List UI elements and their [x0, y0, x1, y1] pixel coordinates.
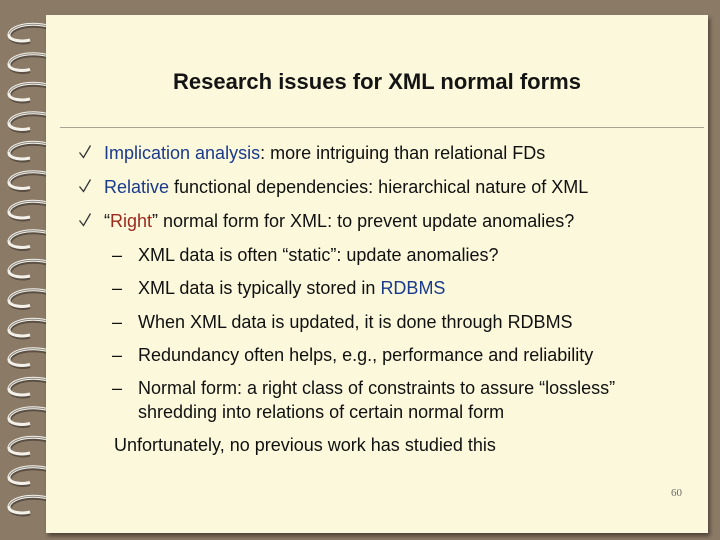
sub-bullet-dash: –: [112, 312, 123, 332]
sub-bullet-dash: –: [112, 378, 123, 398]
sub-bullet-text: When XML data is updated, it is done through RDBMS: [138, 312, 573, 332]
bullet-rest: ” normal form for XML: to prevent update anomalies?: [152, 211, 575, 231]
bullet-keyword: Relative: [104, 177, 170, 197]
sub-bullet-keyword: RDBMS: [380, 278, 446, 298]
sub-bullet-text: [138, 276, 445, 300]
sub-bullet-dash: –: [112, 245, 123, 265]
sub-bullet-text: XML data is often “static”: update anomalies?: [138, 245, 499, 265]
check-icon: [78, 211, 92, 229]
check-icon: [78, 177, 92, 195]
bullet-text: [104, 177, 588, 198]
bullet-rest: : more intriguing than relational FDs: [260, 143, 546, 163]
sub-bullet-text: Redundancy often helps, e.g., performance and reliability: [138, 345, 594, 365]
sub-bullet-dash: –: [112, 345, 123, 365]
page-number: 60: [671, 487, 682, 499]
page-title: Research issues for XML normal forms: [173, 69, 581, 94]
bullet-text: [104, 211, 574, 232]
bullet-text: [104, 143, 545, 164]
slide-page: [46, 15, 708, 533]
bullet-open-quote: “: [104, 211, 110, 231]
bullet-rest: functional dependencies: hierarchical nature of XML: [169, 177, 589, 197]
title-divider: [60, 127, 704, 128]
sub-bullet-text-line1: Normal form: a right class of constraints to assure “lossless”: [138, 378, 616, 398]
sub-bullet-text-line2: shredding into relations of certain normal form: [138, 402, 505, 422]
sub-bullet-lead: XML data is typically stored in: [138, 278, 381, 298]
bullet-keyword: Implication analysis: [104, 143, 261, 163]
sub-bullet-dash: –: [112, 278, 123, 298]
closing-statement: Unfortunately, no previous work has studied this: [114, 435, 496, 455]
bullet-keyword: Right: [110, 211, 153, 231]
check-icon: [78, 143, 92, 161]
